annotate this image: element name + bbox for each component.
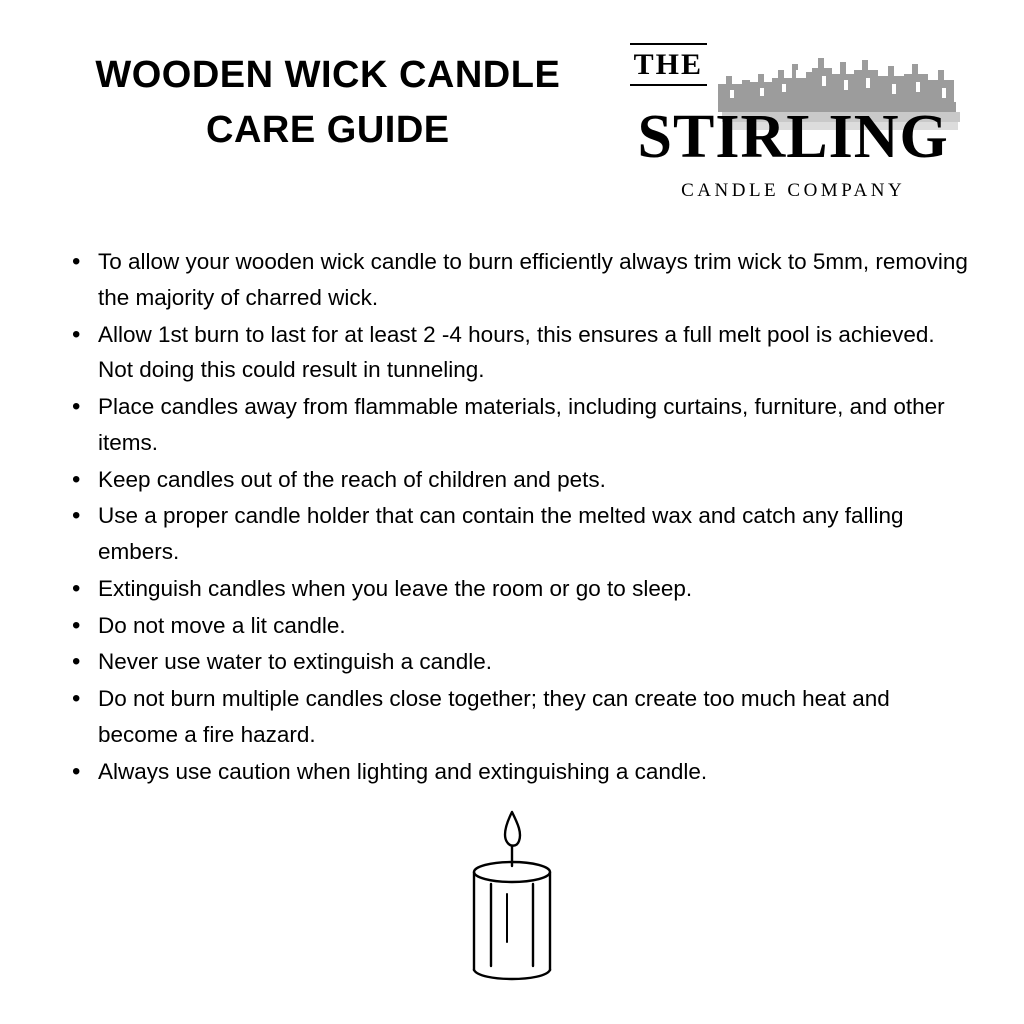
- logo-the-text: THE: [633, 48, 704, 81]
- title-line-1: WOODEN WICK CANDLE: [95, 54, 561, 96]
- document-header: [0, 0, 1024, 214]
- page-title: [40, 34, 616, 158]
- list-item: • Keep candles out of the reach of children and pets.: [68, 462, 972, 498]
- list-item: • Never use water to extinguish a candle.: [68, 644, 972, 680]
- list-item: • Allow 1st burn to last for at least 2 -4 hours, this ensures a full melt pool is achieved. Not doing this could result in tunneling.: [68, 317, 972, 389]
- list-item: • Do not burn multiple candles close together; they can create too much heat and become a fire hazard.: [68, 681, 972, 753]
- logo-brand-name: STIRLING: [637, 103, 949, 171]
- list-item: • Do not move a lit candle.: [68, 608, 972, 644]
- brand-logo: [616, 34, 968, 214]
- list-item: • Extinguish candles when you leave the room or go to sleep.: [68, 571, 972, 607]
- footer-illustration: [0, 802, 1024, 1002]
- list-item: • To allow your wooden wick candle to burn efficiently always trim wick to 5mm, removing the majority of charred wick.: [68, 244, 972, 316]
- list-item: • Always use caution when lighting and extinguishing a candle.: [68, 754, 972, 790]
- title-line-2: CARE GUIDE: [206, 109, 450, 152]
- logo-tagline: CANDLE COMPANY: [681, 180, 906, 201]
- care-instructions-list: [0, 244, 1024, 789]
- list-item: • Place candles away from flammable materials, including curtains, furniture, and other items.: [68, 389, 972, 461]
- list-item: • Use a proper candle holder that can contain the melted wax and catch any falling embers.: [68, 498, 972, 570]
- lit-candle-icon: [447, 802, 577, 1002]
